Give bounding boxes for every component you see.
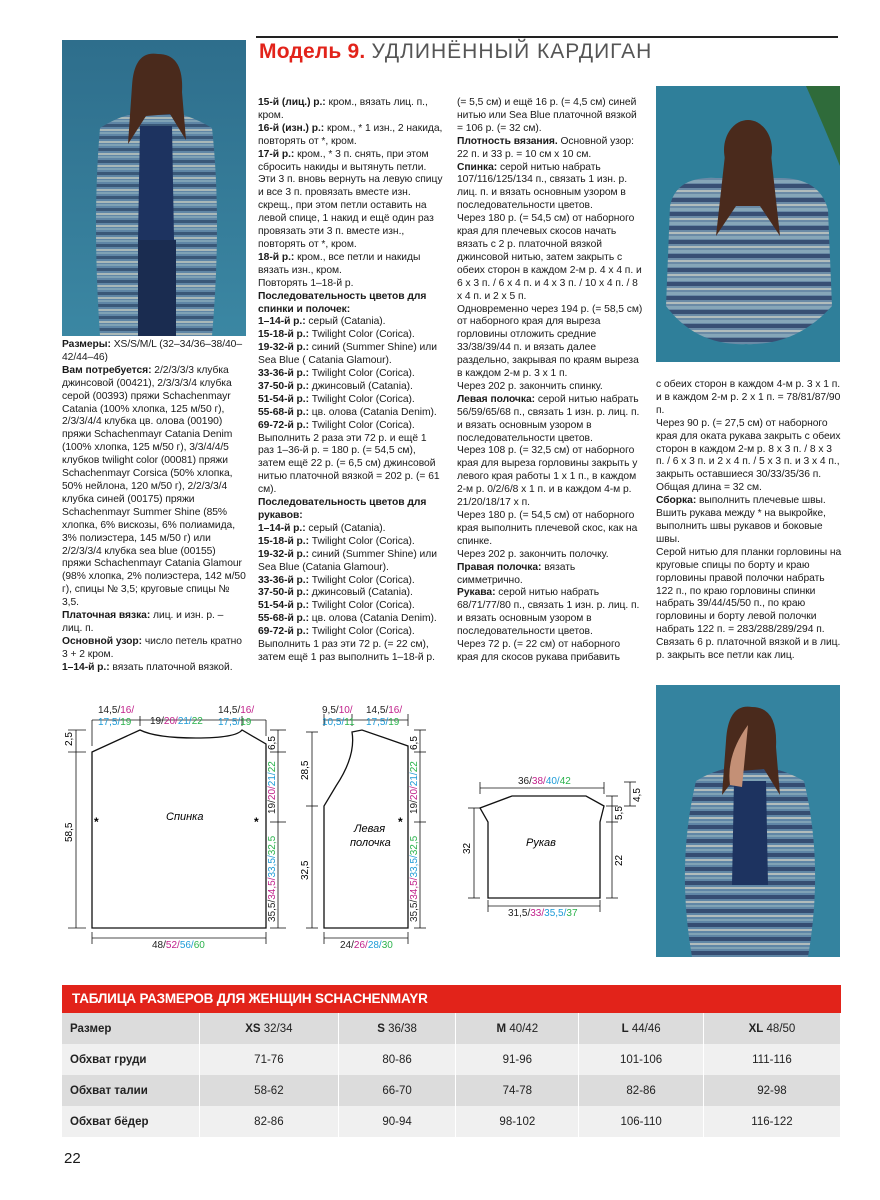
paragraph-heading: 1–14-й р.: — [258, 522, 306, 534]
paragraph-text: цв. олова (Catania Denim). — [309, 613, 437, 625]
paragraph-text: лиц. и изн. р. – лиц. п. — [62, 610, 224, 634]
paragraph-text: Twilight Color (Corica). — [309, 393, 415, 405]
size-table-header-row — [62, 1013, 841, 1044]
front-star: * — [398, 815, 403, 829]
paragraph-text: 2/2/3/3/3 клубка джинсовой (00421), 2/3/3/3/4 клубка серой (00393) пряжи Schachenmayr Catania (100% хлопка, 125 м/50 г), 2/3/3/4/4 клубка цв. олова (00190) пряжи Schachenmayr Catania Denim (100% хлопка, 125 м/50 г), 3/3/4/4/5 клубков twilight color (00081) пряжи Schachenmayr Corsica (50% хлопка, 50% нейлона, 120 м/50 г), 2/2/3/3/4 клубка синей (00175) пряжи Schachenmayr Summer Shine (85% хлопка, 6% вискозы, 6% полиамида, 3% полиэстера, 145 м/50 г) или 2/2/3/3/4 клубка sea blue (00155) пряжи Schachenmayr Catania Glamour (98% хлопка, 2% полиэстера, 142 м/50 г), спицы № 3,5; круговые спицы № 3,5. — [62, 364, 246, 609]
paragraph-text: вязать симметрично. — [457, 561, 576, 586]
paragraph-heading: 37-50-й р.: — [258, 587, 309, 599]
table-row — [62, 1106, 841, 1137]
size-table-grid — [62, 1013, 841, 1137]
paragraph-text: синий (Summer Shine) или Sea Blue ( Catania Glamour). — [258, 342, 437, 367]
paragraph-heading: 1–14-й р.: — [62, 661, 110, 673]
back-label: Спинка — [166, 811, 204, 823]
paragraph-text: Twilight Color (Corica). — [309, 419, 415, 431]
model-number: Модель 9. — [259, 40, 366, 63]
paragraph-text: серый (Catania). — [305, 522, 386, 534]
paragraph-text: (= 5,5 см) и ещё 16 р. (= 4,5 см) синей нитью или Sea Blue платочной вязкой = 106 р. (= 32 см). — [457, 97, 637, 134]
paragraph — [457, 587, 643, 639]
paragraph — [258, 600, 444, 613]
paragraph-text: вязать платочной вязкой. — [109, 661, 233, 673]
model-photo-back — [656, 86, 840, 362]
sleeve-top-width: 36/38/40/42 — [518, 776, 571, 787]
table-cell: 92-98 — [703, 1075, 840, 1106]
paragraph — [258, 123, 444, 149]
paragraph-text: Через 108 р. (= 32,5 см) от наборного края для выреза горловины закрыть у левого края работы 1 х 1 п., в каждом 2-м р. 0/2/6/8 х 1 п. и в каждом 4-м р. 21/20/18/17 х п. — [457, 445, 638, 509]
paragraph-text: Основной узор: 22 п. и 33 р. = 10 см х 10 см. — [457, 135, 634, 160]
front-lower: 35,5/34,5/33,5/32,5 — [409, 835, 420, 922]
paragraph — [258, 613, 444, 626]
size-header-xs: XS 32/34 — [200, 1013, 339, 1044]
paragraph-heading: Вам потребуется: — [62, 364, 152, 376]
photo-front-1-illustration — [62, 40, 246, 336]
paragraph — [258, 342, 444, 368]
paragraph-heading: 69-72-й р.: — [258, 626, 309, 638]
paragraph — [457, 510, 643, 549]
paragraph-heading: Размеры: — [62, 339, 111, 350]
pattern-diagrams — [56, 696, 646, 966]
table-cell: 111-116 — [703, 1044, 840, 1075]
page-title — [259, 40, 652, 64]
table-cell: 101-106 — [579, 1044, 704, 1075]
paragraph — [457, 445, 643, 510]
paragraph — [258, 626, 444, 639]
paragraph-text: выполнить плечевые швы. Вшить рукава между * на выкройке, выполнить швы рукавов и боковые швы. — [656, 495, 826, 545]
paragraph-heading: 55-68-й р.: — [258, 406, 309, 418]
size-header-s: S 36/38 — [338, 1013, 456, 1044]
paragraph-heading: Спинка: — [457, 161, 498, 173]
sleeve-cap-2: 5,5 — [614, 806, 625, 820]
paragraph-text: серой нитью набрать 56/59/65/68 п., связать 1 изн. р. лиц. п. и вязать основным узором в последовательности цветов. — [457, 393, 640, 444]
back-shoulder-right-a: 14,5/16/ — [218, 705, 255, 716]
table-cell: 82-86 — [579, 1075, 704, 1106]
paragraph — [457, 394, 643, 446]
paragraph-text: цв. олова (Catania Denim). — [309, 406, 437, 418]
paragraph — [656, 418, 842, 495]
paragraph-heading: 33-36-й р.: — [258, 368, 309, 380]
paragraph — [457, 213, 643, 303]
paragraph-heading: 69-72-й р.: — [258, 419, 309, 431]
paragraph-text: Через 180 р. (= 54,5 см) от наборного края для плечевых скосов начать вязать с 2 р. платочной вязкой джинсовой нитью, затем закрыть с обеих сторон в каждом 2-м р. 4 х 4 п. и 6 х 3 п. / 6 х 4 п. и 4 х 3 п. / 10 х 4 п. / 8 х 4 п. и 2 х 5 п. — [457, 213, 642, 302]
front-shoulder-b: 17,5/19 — [366, 717, 400, 728]
text-column-3 — [457, 97, 643, 665]
paragraph-text: Через 180 р. (= 54,5 см) от наборного края выполнить плечевой скос, как на спинке. — [457, 510, 638, 547]
paragraph-heading: 33-36-й р.: — [258, 574, 309, 586]
back-shoulder-b: 17,5/19 — [98, 717, 132, 728]
table-cell: 106-110 — [579, 1106, 704, 1137]
paragraph-text: Twilight Color (Corica). — [309, 368, 415, 380]
paragraph-text: Twilight Color (Corica). — [309, 600, 415, 612]
row-label: Обхват груди — [62, 1044, 200, 1075]
size-table-title: ТАБЛИЦА РАЗМЕРОВ ДЛЯ ЖЕНЩИН SCHACHENMAYR — [62, 985, 841, 1013]
front-neck-a: 9,5/10/ — [322, 705, 353, 716]
paragraph-text: Серой нитью для планки горловины на круговые спицы по борту и краю горловины правой полочки набрать 122 п., по краю горловины спинки набрать 39/44/45/50 п., по краю горловины и борту левой полочки набрать 122 п. = 283/288/289/294 п. Связать 6 р. платочной вязкой и в лиц. р. закрыть все петли как лиц. — [656, 546, 842, 662]
paragraph-text: кром., все петли и накиды вязать изн., кром. — [258, 251, 421, 276]
paragraph — [457, 97, 643, 136]
paragraph-text: Выполнить 1 раз эти 72 р. (= 22 см), затем ещё 1 раз выполнить 1–18-й р. — [258, 639, 435, 663]
paragraph-heading: 55-68-й р.: — [258, 613, 309, 625]
paragraph-heading: 15-18-й р.: — [258, 329, 309, 341]
paragraph-heading: Правая полочка: — [457, 561, 542, 573]
back-shoulder-a: 14,5/16/ — [98, 705, 135, 716]
paragraph — [258, 407, 444, 420]
paragraph-text: Повторять 1–18-й р. — [258, 277, 354, 289]
paragraph — [457, 549, 643, 562]
sleeve-bottom-width: 31,5/33/35,5/37 — [508, 908, 578, 919]
paragraph-text: Через 90 р. (= 27,5 см) от наборного края для оката рукава закрыть с обеих сторон в каждом 2-м р. 8 х 3 п. / 8 х 3 п. / 6 х 3 п. и 2 х 4 п. / 5 х 3 п. и 3 х 4 п., закрыть оставшиеся 30/33/35/36 п. Общая длина = 32 см. — [656, 417, 841, 494]
paragraph — [258, 497, 444, 523]
paragraph — [258, 329, 444, 342]
row-label: Обхват талии — [62, 1075, 200, 1106]
front-bottom-width: 24/26/28/30 — [340, 940, 393, 951]
paragraph — [258, 97, 444, 123]
table-cell: 82-86 — [200, 1106, 339, 1137]
front-label-2: полочка — [350, 837, 391, 849]
paragraph-heading: Последовательность цветов для спинки и полочек: — [258, 290, 427, 315]
paragraph-text: Twilight Color (Corica). — [309, 535, 415, 547]
paragraph-heading: 19-32-й р.: — [258, 548, 309, 560]
sleeve-lower: 22 — [614, 854, 625, 866]
paragraph-text: синий (Summer Shine) или Sea Blue (Catania Glamour). — [258, 548, 437, 573]
front-neck-height: 28,5 — [300, 760, 311, 780]
paragraph — [258, 420, 444, 433]
paragraph-heading: Последовательность цветов для рукавов: — [258, 497, 427, 521]
text-column-4 — [656, 379, 842, 663]
paragraph — [258, 291, 444, 317]
model-photo-front-2 — [656, 685, 840, 957]
paragraph-heading: Плотность вязания. — [457, 135, 558, 147]
paragraph — [656, 547, 842, 663]
back-star-right: * — [254, 815, 259, 829]
paragraph-heading: Платочная вязка: — [62, 610, 151, 622]
paragraph-heading: Левая полочка: — [457, 393, 536, 405]
paragraph-text: Twilight Color (Corica). — [309, 574, 415, 586]
paragraph — [457, 304, 643, 381]
table-cell: 98-102 — [456, 1106, 579, 1137]
paragraph-text: Twilight Color (Corica). — [309, 626, 415, 638]
front-right-top: 6,5 — [409, 736, 420, 750]
paragraph — [656, 495, 842, 547]
front-neck-b: 10,5/11 — [322, 717, 355, 728]
front-label-1: Левая — [354, 823, 386, 835]
paragraph-heading: 16-й (изн.) р.: — [258, 122, 325, 134]
paragraph — [258, 394, 444, 407]
paragraph-text: Через 202 р. закончить полочку. — [457, 548, 609, 560]
back-diagram — [64, 705, 286, 951]
table-cell: 116-122 — [703, 1106, 840, 1137]
paragraph-heading: 19-32-й р.: — [258, 342, 309, 354]
paragraph — [258, 523, 444, 536]
paragraph-text: Через 202 р. закончить спинку. — [457, 380, 603, 392]
paragraph — [258, 278, 444, 291]
paragraph — [258, 316, 444, 329]
paragraph — [656, 379, 842, 418]
paragraph-text: джинсовый (Catania). — [309, 587, 413, 599]
table-cell: 71-76 — [200, 1044, 339, 1075]
paragraph — [457, 381, 643, 394]
back-armhole: 19/20/21/22 — [267, 761, 278, 814]
photo-back-illustration — [656, 86, 840, 362]
table-cell: 91-96 — [456, 1044, 579, 1075]
size-header-xl: XL 48/50 — [703, 1013, 840, 1044]
table-cell: 66-70 — [338, 1075, 456, 1106]
paragraph-heading: 18-й р.: — [258, 251, 295, 263]
table-cell: 80-86 — [338, 1044, 456, 1075]
table-cell: 74-78 — [456, 1075, 579, 1106]
paragraph-text: Выполнить 2 раза эти 72 р. и ещё 1 раз 1–36-й р. = 180 р. (= 54,5 см), затем ещё 22 р. (= 6,5 см) джинсовой нитью платочной вязкой = 202 р. (= 61 см). — [258, 432, 440, 496]
paragraph-text: кром., вязать лиц. п., кром. — [258, 97, 428, 121]
paragraph — [258, 368, 444, 381]
paragraph-heading: 15-18-й р.: — [258, 535, 309, 547]
paragraph-heading: 1–14-й р.: — [258, 316, 306, 328]
paragraph — [62, 636, 246, 662]
size-header-m: M 40/42 — [456, 1013, 579, 1044]
paragraph-text: кром., * 1 изн., 2 накида, повторять от *, кром. — [258, 122, 443, 147]
paragraph-text: серый (Catania). — [305, 316, 386, 328]
back-neck: 19/20/21/22 — [150, 716, 203, 727]
paragraph-heading: 15-й (лиц.) р.: — [258, 97, 326, 108]
paragraph-text: Одновременно через 194 р. (= 58,5 см) от наборного края для выреза горловины отложить средние 33/38/39/44 п. и вязать далее раздельно, закрывая по краям выреза в каждом 2-м р. 3 х 1 п. — [457, 303, 643, 380]
paragraph-text: джинсовый (Catania). — [309, 380, 413, 392]
paragraph-heading: 37-50-й р.: — [258, 380, 309, 392]
sleeve-label: Рукав — [526, 837, 556, 849]
table-cell: 90-94 — [338, 1106, 456, 1137]
paragraph — [258, 587, 444, 600]
paragraph-text: число петель кратно 3 + 2 кром. — [62, 635, 242, 660]
paragraph-text: XS/S/M/L (32–34/36–38/40–42/44–46) — [62, 339, 243, 363]
paragraph — [258, 149, 444, 252]
front-diagram — [300, 705, 426, 951]
row-label: Обхват бёдер — [62, 1106, 200, 1137]
paragraph — [457, 562, 643, 588]
sleeve-diagram — [462, 776, 643, 919]
size-header-l: L 44/46 — [579, 1013, 704, 1044]
paragraph-heading: 51-54-й р.: — [258, 393, 309, 405]
sleeve-cap-1: 4,5 — [632, 788, 643, 802]
paragraph-heading: 51-54-й р.: — [258, 600, 309, 612]
paragraph — [258, 639, 444, 665]
paragraph — [258, 433, 444, 498]
paragraph — [258, 381, 444, 394]
back-bottom-width: 48/52/56/60 — [152, 940, 205, 951]
paragraph — [457, 639, 643, 665]
paragraph-text: серой нитью набрать 68/71/77/80 п., связать 1 изн. р. лиц. п. и вязать основным узором в последовательности цветов. — [457, 587, 640, 638]
paragraph-text: Через 72 р. (= 22 см) от наборного края для скосов рукава прибавить — [457, 639, 621, 663]
paragraph — [62, 339, 246, 365]
front-shoulder-a: 14,5/16/ — [366, 705, 403, 716]
back-height: 58,5 — [64, 822, 75, 842]
paragraph — [258, 575, 444, 588]
paragraph-text: серой нитью набрать 107/116/125/134 п., связать 1 изн. р. лиц. п. и вязать основным узором в последовательности цветов. — [457, 161, 628, 212]
table-row — [62, 1075, 841, 1106]
size-header-label: Размер — [62, 1013, 200, 1044]
paragraph — [62, 662, 246, 675]
paragraph-heading: Сборка: — [656, 495, 697, 507]
paragraph-text: с обеих сторон в каждом 4-м р. 3 х 1 п. и в каждом 2-м р. 2 х 1 п. = 78/81/87/90 п. — [656, 379, 841, 416]
model-photo-front-1 — [62, 40, 246, 336]
paragraph — [258, 536, 444, 549]
table-row — [62, 1044, 841, 1075]
paragraph-text: кром., * 3 п. снять, при этом сбросить накиды и вытянуть петли. Эти 3 п. вновь вернуть на левую спицу и все 3 п. провязать вместе изн. скрещ., при этом петли оставить на левой спице, 1 накид и ещё один раз провязать эти 3 п. вместе изн., повторять от *, кром. — [258, 148, 443, 250]
paragraph-heading: Рукава: — [457, 587, 496, 599]
paragraph-heading: Основной узор: — [62, 635, 143, 647]
sleeve-height: 32 — [462, 842, 473, 854]
back-right-top: 6,5 — [267, 736, 278, 750]
model-name: УДЛИНЁННЫЙ КАРДИГАН — [371, 40, 653, 63]
paragraph — [258, 252, 444, 278]
size-table — [62, 985, 841, 1137]
front-armhole: 19/20/21/22 — [409, 761, 420, 814]
front-lower-height: 32,5 — [300, 860, 311, 880]
text-column-1 — [62, 339, 246, 675]
paragraph — [62, 365, 246, 610]
back-top-drop: 2,5 — [64, 732, 75, 746]
paragraph — [457, 162, 643, 214]
back-shoulder-right-b: 17,5/19 — [218, 717, 252, 728]
paragraph — [457, 136, 643, 162]
photo-front-2-illustration — [656, 685, 840, 957]
back-star-left: * — [94, 815, 99, 829]
page-number: 22 — [64, 1150, 81, 1167]
paragraph-text: Twilight Color (Corica). — [309, 329, 415, 341]
paragraph-heading: 17-й р.: — [258, 148, 295, 160]
back-lower: 35,5/34,5/33,5/32,5 — [267, 835, 278, 922]
paragraph — [258, 549, 444, 575]
text-column-2 — [258, 97, 444, 665]
table-cell: 58-62 — [200, 1075, 339, 1106]
paragraph — [62, 610, 246, 636]
